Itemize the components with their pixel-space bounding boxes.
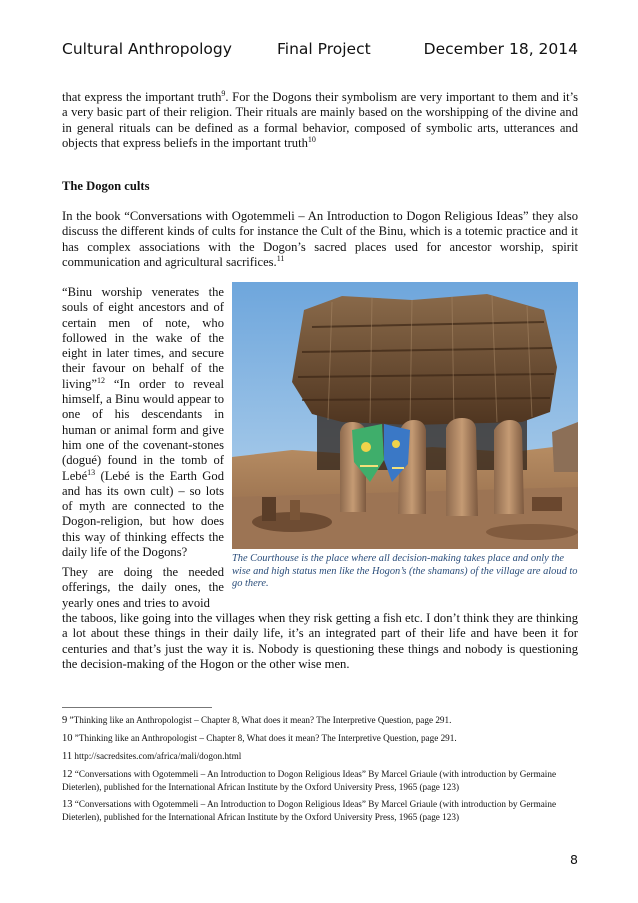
footnote-number: 11: [62, 750, 73, 762]
footnote: [62, 768, 578, 794]
footnote-number: 12: [62, 768, 73, 780]
courthouse-photo: [232, 282, 578, 549]
paragraph-rituals: [62, 90, 578, 151]
footnote: [62, 732, 578, 745]
footnote-ref[interactable]: 13: [87, 467, 96, 477]
photo-caption: The Courthouse is the place where all decision-making takes place and only the wise and high status men like the Hogon’s (the shamans) of the village are aloud to go there.: [232, 553, 578, 590]
paragraph-text: . For the Dogons their symbolism are very important to them and it’s a very basic part of their religion. Their rituals are mainly based on the worshipping of the divine and in general rituals can be defined as a formal behavior, composed of symbolic arts, utterances and objects that express beliefs in the important truth: [62, 90, 578, 150]
footnote-ref[interactable]: 11: [276, 253, 285, 263]
page-number: 8: [570, 852, 578, 867]
footnote-divider: [62, 707, 212, 708]
header-date: December 18, 2014: [423, 40, 578, 58]
footnote-ref[interactable]: 9: [221, 88, 226, 98]
footnote-ref[interactable]: 10: [307, 134, 316, 144]
header-course-title: Cultural Anthropology: [62, 40, 232, 58]
footnote-text: “Conversations with Ogotemmeli – An Introduction to Dogon Religious Ideas” By Marcel Griaule (with introduction by Germaine Dieterlen), published for the International African Institute by the Oxford University Press, 1965 (page 123): [62, 768, 557, 793]
footnote-ref[interactable]: 12: [96, 375, 105, 385]
footnotes: [62, 714, 578, 828]
paragraph-offerings-start: They are doing the needed offerings, the daily ones, the yearly ones and tries to avoid: [62, 565, 224, 610]
paragraph-text: (Lebé is the Earth God and has its own cult) – so lots of myth are connected to the Dogon-religion, but how does this way of thinking effects the daily life of the Dogons?: [62, 468, 224, 560]
footnote-text: ”Thinking like an Anthropologist – Chapter 8, What does it mean? The Interpretive Question, page 291.: [67, 715, 452, 725]
page-header: [62, 40, 578, 64]
footnote-number: 9: [62, 715, 68, 726]
paragraph-text: In the book “Conversations with Ogotemmeli – An Introduction to Dogon Religious Ideas” they also discuss the different kinds of cults for instance the Cult of the Binu, which is a totemic practice and it has complex associations with the Dogon’s sacred places used for ancestor worship, spirit communication and agricultural sacrifices.: [62, 209, 578, 269]
paragraph-text: “In order to reveal himself, a Binu would appear to one of his descendants in human or animal form and give him one of the covenant-stones (dogué) found in the tomb of Lebé: [62, 376, 224, 483]
footnote-text: “Conversations with Ogotemmeli – An Introduction to Dogon Religious Ideas” By Marcel Griaule (with introduction by Germaine Dieterlen), published for the International African Institute by the Oxford University Press, 1965 (page 123): [62, 799, 557, 823]
footnote-number: 10: [62, 732, 73, 744]
footnote: [62, 798, 578, 824]
footnote: [62, 714, 578, 727]
section-heading: The Dogon cults: [62, 179, 150, 193]
header-project-title: Final Project: [277, 40, 371, 58]
paragraph-cults: [62, 209, 578, 270]
paragraph-binu-quote: [62, 285, 224, 560]
footnote-link[interactable]: http://sacredsites.com/africa/mali/dogon.html: [72, 750, 242, 761]
footnote-text: ”Thinking like an Anthropologist – Chapter 8, What does it mean? The Interpretive Question, page 291.: [72, 732, 457, 743]
paragraph-text: “Binu worship venerates the souls of eight ancestors and of certain men of note, who followed in the wake of the eight in later times, and secure their favour on behalf of the living”: [62, 285, 224, 391]
paragraph-text: that express the important truth: [62, 90, 222, 104]
footnote: [62, 750, 578, 763]
footnote-number: 13: [62, 799, 73, 811]
paragraph-offerings-continued: the taboos, like going into the villages when they risk getting a fish etc. I don’t think they are thinking a lot about these things in their daily life, it’s an integrated part of their life and have been it for centuries and that’s just the way it is. Nobody is questioning these things and nobody is questioning the decision-making of the Hogon or the other wise men.: [62, 611, 578, 671]
